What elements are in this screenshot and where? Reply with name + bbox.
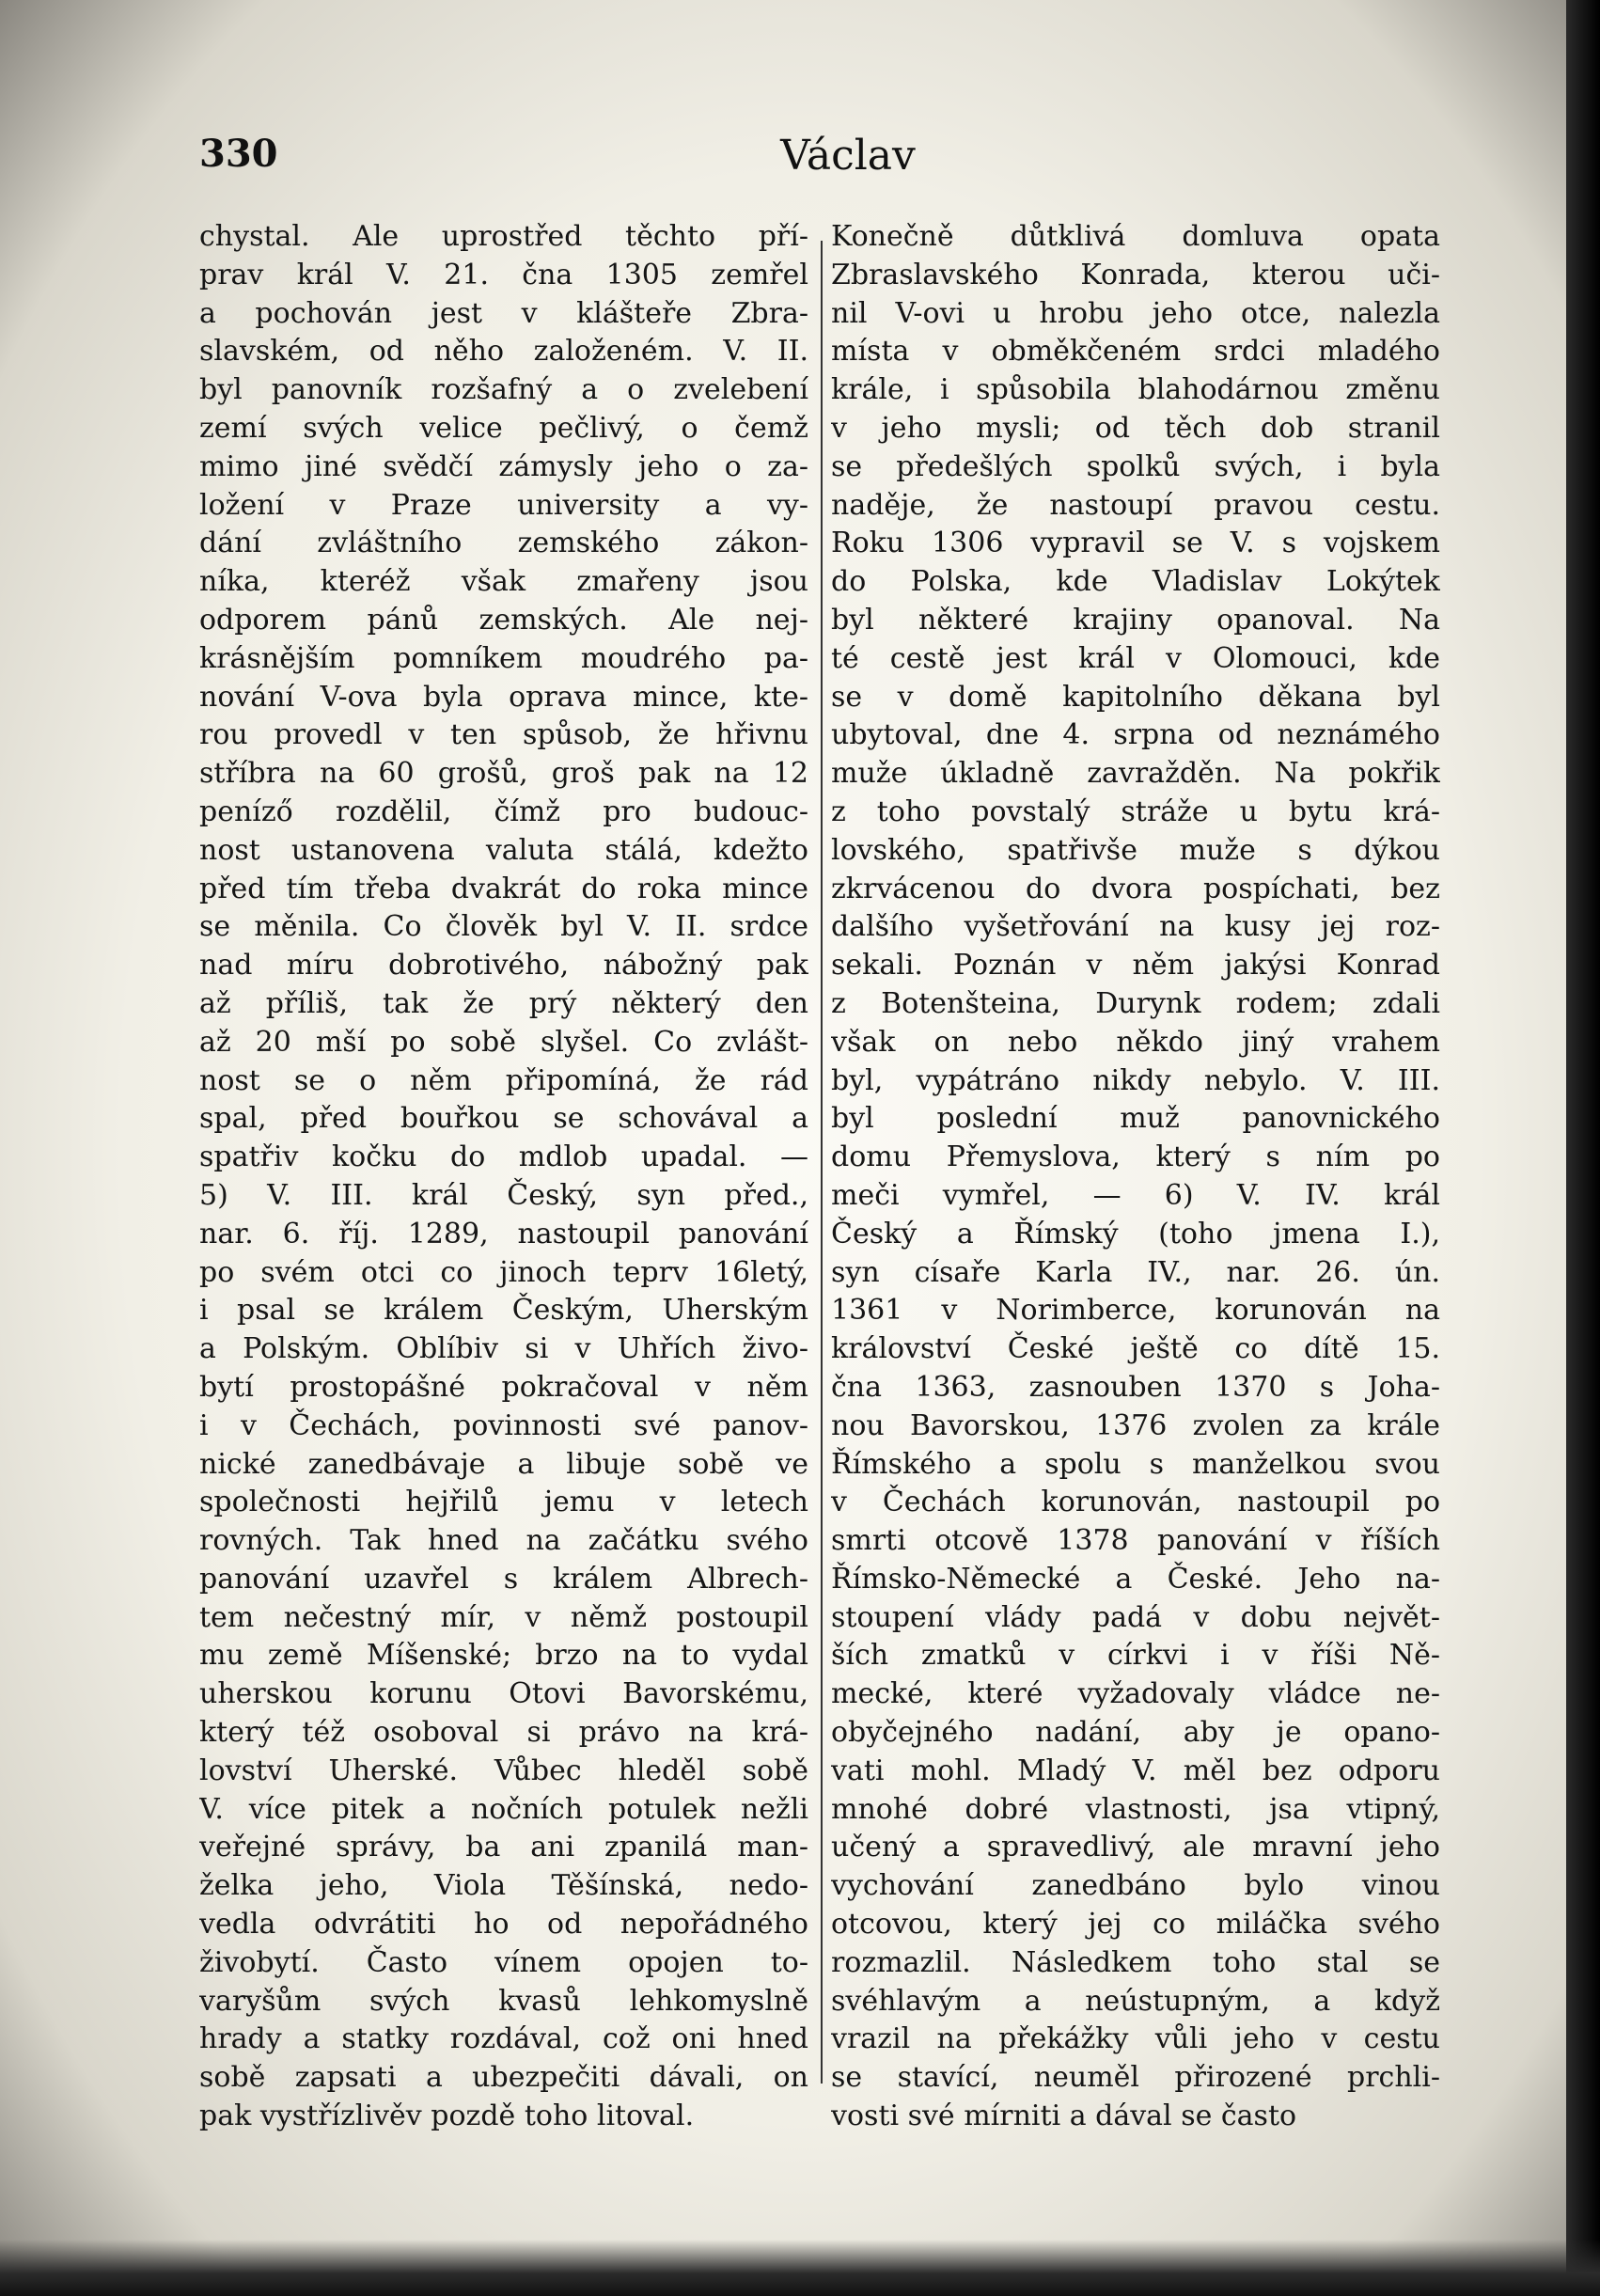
column-divider <box>821 241 823 2084</box>
text-line: mnohé dobré vlastnosti, jsa vtipný, <box>831 1792 1440 1826</box>
text-line: rovných. Tak hned na začátku svého <box>199 1524 808 1558</box>
text-line: nar. 6. říj. 1289, nastoupil panování <box>199 1217 808 1250</box>
text-line: rozmazlil. Následkem toho stal se <box>831 1945 1440 1979</box>
text-line: nost se o něm připomíná, že rád <box>199 1063 808 1097</box>
text-line: však on nebo někdo jiný vrahem <box>831 1025 1440 1059</box>
text-line: živobytí. Často vínem opojen to- <box>199 1945 808 1979</box>
text-column-left <box>199 218 808 2136</box>
text-line: muže úkladně zavražděn. Na pokřik <box>831 757 1440 791</box>
text-line: byl, vypátráno nikdy nebylo. V. III. <box>831 1063 1440 1097</box>
text-line: zemí svých velice pečlivý, o čemž <box>199 411 808 445</box>
text-line: vati mohl. Mladý V. měl bez odporu <box>831 1753 1440 1787</box>
text-line: uherskou korunu Otovi Bavorskému, <box>199 1677 808 1711</box>
text-line: stříbra na 60 grošů, groš pak na 12 <box>199 757 808 791</box>
text-line: se předešlých spolků svých, i byla <box>831 449 1440 483</box>
text-line: vychování zanedbáno bylo vinou <box>831 1869 1440 1903</box>
text-line: varyšům svých kvasů lehkomyslně <box>199 1984 808 2018</box>
text-line: dání zvláštního zemského zákon- <box>199 527 808 560</box>
text-line: 1361 v Norimberce, korunován na <box>831 1294 1440 1328</box>
text-line: pak vystřízlivěv pozdě toho litoval. <box>199 2099 695 2133</box>
text-line: otcovou, který jej co miláčka svého <box>831 1908 1440 1942</box>
text-line: Roku 1306 vypravil se V. s vojskem <box>831 527 1440 560</box>
text-line: z toho povstalý stráže u bytu krá- <box>831 794 1440 828</box>
scan-border-bottom <box>0 2240 1600 2296</box>
text-line: odporem pánů zemských. Ale nej- <box>199 603 808 637</box>
text-line: hrady a statky rozdával, což oni hned <box>199 2022 808 2056</box>
text-line: krásnějším pomníkem moudrého pa- <box>199 641 808 675</box>
text-line: obyčejného nadání, aby je opano- <box>831 1716 1440 1750</box>
text-line: a pochován jest v klášteře Zbra- <box>199 296 808 330</box>
text-line: spatřiv kočku do mdlob upadal. — <box>199 1140 808 1174</box>
text-line: se v domě kapitolního děkana byl <box>831 680 1440 714</box>
text-line: té cestě jest král v Olomouci, kde <box>831 641 1440 675</box>
text-line: naděje, že nastoupí pravou cestu. <box>831 488 1440 522</box>
text-line: nil V-ovi u hrobu jeho otce, nalezla <box>831 296 1440 330</box>
scan-border-right <box>1566 0 1600 2296</box>
text-line: peníző rozdělil, čímž pro budouc- <box>199 794 808 828</box>
text-line: učený a spravedlivý, ale mravní jeho <box>831 1831 1440 1864</box>
text-line: rou provedl v ten spůsob, že hřivnu <box>199 718 808 752</box>
text-line: vosti své mírniti a dával se často <box>831 2099 1297 2133</box>
text-line: Konečně důtklivá domluva opata <box>831 220 1440 253</box>
text-line: nování V-ova byla oprava mince, kte- <box>199 680 808 714</box>
text-line: i psal se králem Českým, Uherským <box>199 1294 808 1328</box>
text-line: krále, i spůsobila blahodárnou změnu <box>831 373 1440 407</box>
text-line: 5) V. III. král Český, syn před., <box>199 1178 808 1212</box>
text-line: před tím třeba dvakrát do roka mince <box>199 872 808 905</box>
text-line: mecké, které vyžadovaly vládce ne- <box>831 1677 1440 1711</box>
text-line: lovství Uherské. Vůbec hleděl sobě <box>199 1753 808 1787</box>
text-line: Římsko-Německé a České. Jeho na- <box>831 1562 1440 1596</box>
text-line: byl panovník rozšafný a o zvelebení <box>199 373 808 407</box>
text-line: vrazil na překážky vůli jeho v cestu <box>831 2022 1440 2056</box>
text-line: až 20 mší po sobě slyšel. Co zvlášt- <box>199 1025 808 1059</box>
text-line: spal, před bouřkou se schovával a <box>199 1102 808 1136</box>
text-line: v Čechách korunován, nastoupil po <box>831 1486 1440 1519</box>
text-line: níka, kteréž však zmařeny jsou <box>199 565 808 599</box>
text-line: byl některé krajiny opanoval. Na <box>831 603 1440 637</box>
text-column-right <box>831 218 1440 2136</box>
text-line: chystal. Ale uprostřed těchto pří- <box>199 220 808 253</box>
text-line: Zbraslavského Konrada, kterou uči- <box>831 258 1440 291</box>
text-line: Český a Římský (toho jmena I.), <box>831 1217 1440 1250</box>
text-line: domu Přemyslova, který s ním po <box>831 1140 1440 1174</box>
text-line: po svém otci co jinoch teprv 16letý, <box>199 1255 808 1289</box>
text-line: nou Bavorskou, 1376 zvolen za krále <box>831 1408 1440 1442</box>
text-line: království České ještě co dítě 15. <box>831 1332 1440 1366</box>
text-line: a Polským. Oblíbiv si v Uhřích živo- <box>199 1332 808 1366</box>
text-line: ších zmatků v církvi i v říši Ně- <box>831 1639 1440 1673</box>
text-line: sekali. Poznán v něm jakýsi Konrad <box>831 949 1440 983</box>
text-line: nické zanedbávaje a libuje sobě ve <box>199 1447 808 1481</box>
page-number: 330 <box>199 132 278 176</box>
text-line: až příliš, tak že prý některý den <box>199 986 808 1020</box>
text-line: prav král V. 21. čna 1305 zemřel <box>199 258 808 291</box>
text-line: se měnila. Co člověk byl V. II. srdce <box>199 910 808 944</box>
text-line: i v Čechách, povinnosti své panov- <box>199 1408 808 1442</box>
text-line: svéhlavým a neústupným, a když <box>831 1984 1440 2018</box>
text-line: místa v obměkčeném srdci mladého <box>831 335 1440 369</box>
text-line: ložení v Praze university a vy- <box>199 488 808 522</box>
text-line: stoupení vlády padá v dobu největ- <box>831 1600 1440 1634</box>
text-line: nost ustanovena valuta stálá, kdežto <box>199 833 808 867</box>
page-header <box>199 132 1459 188</box>
text-line: z Botenšteina, Durynk rodem; zdali <box>831 986 1440 1020</box>
text-line: společnosti hejřilů jemu v letech <box>199 1486 808 1519</box>
text-line: panování uzavřel s králem Albrech- <box>199 1562 808 1596</box>
text-line: zkrvácenou do dvora pospíchati, bez <box>831 872 1440 905</box>
text-line: veřejné správy, ba ani zpanilá man- <box>199 1831 808 1864</box>
text-line: mu země Míšenské; brzo na to vydal <box>199 1639 808 1673</box>
text-line: v jeho mysli; od těch dob stranil <box>831 411 1440 445</box>
text-line: meči vymřel, — 6) V. IV. král <box>831 1178 1440 1212</box>
text-line: který též osoboval si právo na krá- <box>199 1716 808 1750</box>
text-line: nad míru dobrotivého, nábožný pak <box>199 949 808 983</box>
text-line: se stavící, neuměl přirozené prchli- <box>831 2061 1440 2095</box>
text-line: do Polska, kde Vladislav Lokýtek <box>831 565 1440 599</box>
text-line: V. více pitek a nočních potulek nežli <box>199 1792 808 1826</box>
text-line: slavském, od něho založeném. V. II. <box>199 335 808 369</box>
text-line: mimo jiné svědčí zámysly jeho o za- <box>199 449 808 483</box>
text-line: syn císaře Karla IV., nar. 26. ún. <box>831 1255 1440 1289</box>
text-line: vedla odvrátiti ho od nepořádného <box>199 1908 808 1942</box>
text-line: dalšího vyšetřování na kusy jej roz- <box>831 910 1440 944</box>
text-line: čna 1363, zasnouben 1370 s Joha- <box>831 1370 1440 1404</box>
text-line: byl poslední muž panovnického <box>831 1102 1440 1136</box>
text-line: ubytoval, dne 4. srpna od neznámého <box>831 718 1440 752</box>
text-line: Římského a spolu s manželkou svou <box>831 1447 1440 1481</box>
text-line: tem nečestný mír, v němž postoupil <box>199 1600 808 1634</box>
text-line: bytí prostopášné pokračoval v něm <box>199 1370 808 1404</box>
text-line: želka jeho, Viola Těšínská, nedo- <box>199 1869 808 1903</box>
running-title: Václav <box>780 132 916 180</box>
text-line: lovského, spatřivše muže s dýkou <box>831 833 1440 867</box>
text-line: sobě zapsati a ubezpečiti dávali, on <box>199 2061 808 2095</box>
text-line: smrti otcově 1378 panování v říších <box>831 1524 1440 1558</box>
